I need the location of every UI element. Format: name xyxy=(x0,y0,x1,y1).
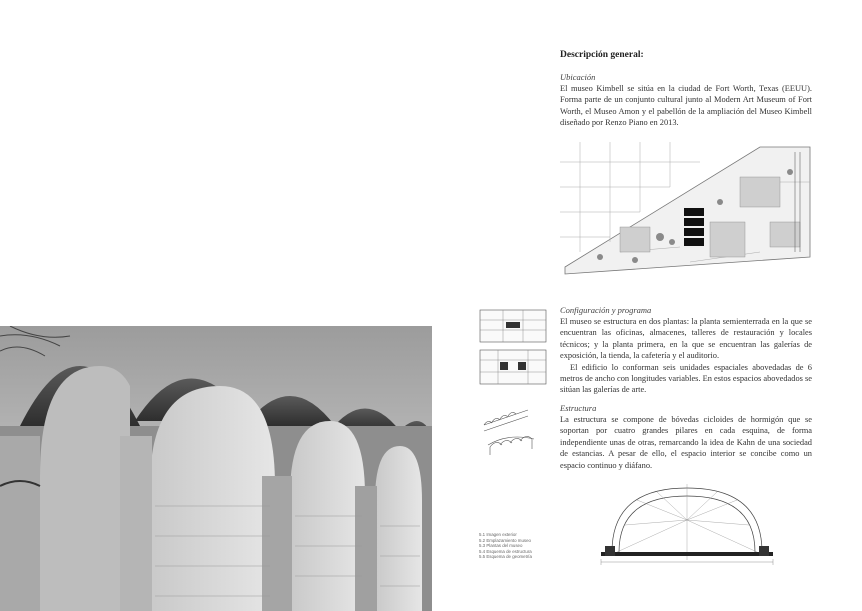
caption-item: 5.4 Esquema de estructura xyxy=(479,548,532,554)
caption-item: 5.2 Emplazamiento museo xyxy=(479,537,531,543)
ubicacion-text xyxy=(560,83,812,129)
caption-item: 5.5 Esquema de geometría xyxy=(479,554,532,560)
ubicacion-title: Ubicación xyxy=(560,72,596,82)
geometry-section xyxy=(597,480,777,570)
configuracion-paragraph-2: El edificio lo conforman seis unidades espaciales abovedadas de 6 metros de ancho con longitudes variables. En estos espacios abovedados se sitúan las galerías de arte. xyxy=(560,362,812,395)
estructura-paragraph: La estructura se compone de bóvedas cicloides de hormigón que se soportan por cuatro grandes pilares en cada esquina, de forma independiente unas de otras, remarcando la idea de Kahn de una sociedad de estancias. A pesar de ello, el espacio interior se concibe como un espacio continuo y diáfano. xyxy=(560,415,812,470)
structure-sketch xyxy=(478,405,550,460)
configuracion-title: Configuración y programa xyxy=(560,305,652,315)
configuracion-paragraph-1: El museo se estructura en dos plantas: la planta semienterrada en la que se encuentran las oficinas, almacenes, talleres de restauración y locales técnicos; y la planta primera, en la que se encuentran las galerías de exposición, la tienda, la cafetería y el auditorio. xyxy=(560,317,812,361)
ubicacion-paragraph: El museo Kimbell se sitúa en la ciudad de Fort Worth, Texas (EEUU). Forma parte de un conjunto cultural junto al Modern Art Museum of Fort Worth, el Museo Amon y el pabellón de la ampliación del Museo Kimbell diseñado por Renzo Piano en 2013. xyxy=(560,84,812,128)
caption-item: 5.3 Plantas del museo xyxy=(479,543,523,549)
estructura-text xyxy=(560,414,812,471)
floor-plans xyxy=(478,308,548,388)
caption-item: 5.1 Imagen exterior xyxy=(479,532,517,537)
site-plan xyxy=(560,142,816,282)
exterior-photo xyxy=(0,326,432,611)
figure-captions xyxy=(479,532,532,560)
page-heading: Descripción general: xyxy=(560,50,644,60)
estructura-title: Estructura xyxy=(560,403,597,413)
configuracion-text xyxy=(560,316,812,396)
